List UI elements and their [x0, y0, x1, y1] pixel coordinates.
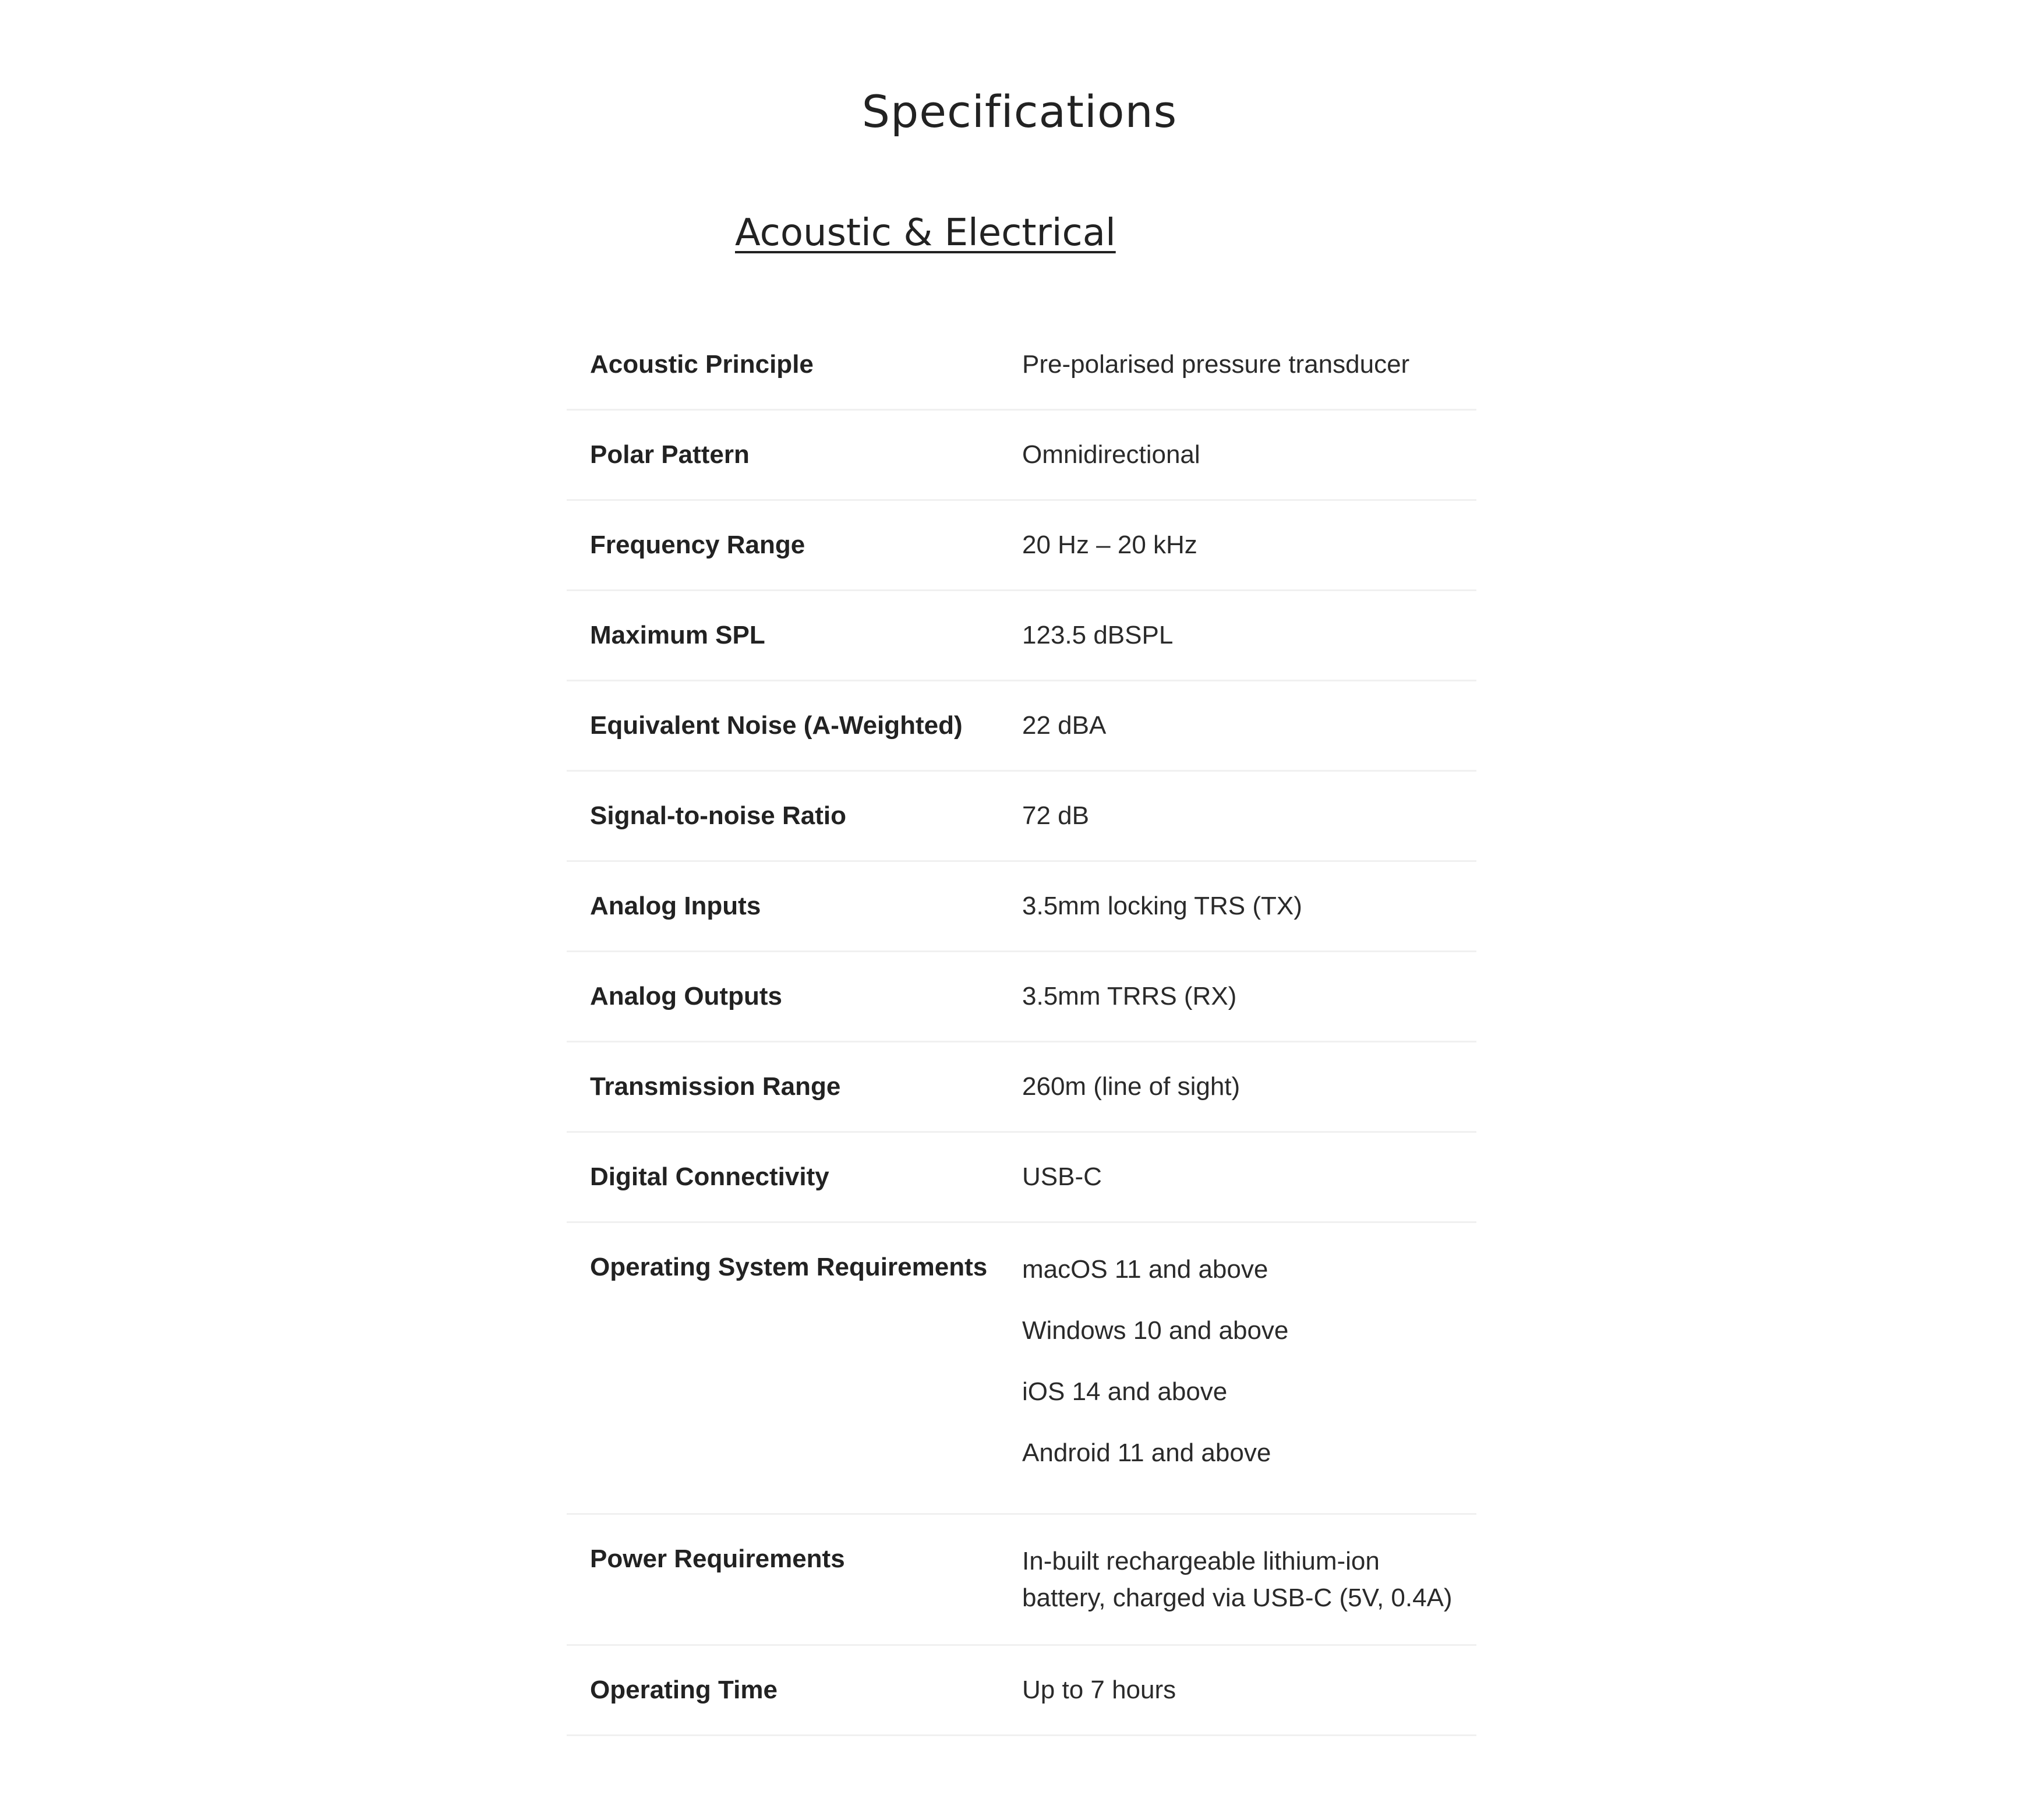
spec-row-equivalent-noise [567, 681, 1476, 772]
spec-value-line: macOS 11 and above [1022, 1255, 1268, 1284]
spec-row-operating-time [567, 1646, 1476, 1736]
spec-value: 3.5mm locking TRS (TX) [1022, 892, 1302, 920]
spec-value-list [1022, 1251, 1476, 1471]
spec-table [567, 320, 1476, 1736]
spec-value-line: Windows 10 and above [1022, 1316, 1289, 1345]
spec-value: 260m (line of sight) [1022, 1072, 1241, 1101]
spec-row-signal-to-noise [567, 772, 1476, 862]
spec-label: Maximum SPL [590, 621, 765, 649]
spec-label: Analog Outputs [590, 982, 782, 1010]
spec-label: Signal-to-noise Ratio [590, 801, 846, 830]
page-title: Specifications [861, 86, 1178, 137]
spec-row-transmission-range [567, 1042, 1476, 1133]
spec-row-os-requirements [567, 1223, 1476, 1515]
spec-row-polar-pattern [567, 411, 1476, 501]
spec-label: Power Requirements [590, 1545, 845, 1573]
spec-value: 3.5mm TRRS (RX) [1022, 982, 1237, 1010]
spec-label: Operating Time [590, 1676, 778, 1704]
spec-value: 123.5 dBSPL [1022, 621, 1174, 649]
spec-label: Acoustic Principle [590, 350, 814, 379]
spec-label: Equivalent Noise (A-Weighted) [590, 711, 963, 740]
spec-label: Analog Inputs [590, 892, 761, 920]
spec-label: Polar Pattern [590, 440, 750, 469]
spec-value: Up to 7 hours [1022, 1676, 1176, 1704]
spec-value: Pre-polarised pressure transducer [1022, 350, 1410, 379]
spec-row-maximum-spl [567, 591, 1476, 681]
spec-value: 72 dB [1022, 801, 1089, 830]
spec-row-analog-outputs [567, 952, 1476, 1042]
spec-label: Frequency Range [590, 531, 805, 559]
section-title-acoustic-electrical[interactable]: Acoustic & Electrical [735, 211, 1116, 255]
spec-value-line: Android 11 and above [1022, 1439, 1271, 1467]
spec-label: Transmission Range [590, 1072, 841, 1101]
spec-value: 22 dBA [1022, 711, 1107, 740]
spec-row-power-requirements [567, 1515, 1476, 1646]
spec-value: 20 Hz – 20 kHz [1022, 531, 1197, 559]
spec-row-digital-connectivity [567, 1133, 1476, 1223]
spec-label: Digital Connectivity [590, 1162, 829, 1191]
spec-value: USB-C [1022, 1162, 1102, 1191]
spec-row-analog-inputs [567, 862, 1476, 952]
spec-value: Omnidirectional [1022, 440, 1200, 469]
spec-row-acoustic-principle [567, 320, 1476, 411]
spec-row-frequency-range [567, 501, 1476, 591]
spec-label: Operating System Requirements [590, 1253, 988, 1281]
spec-value-line: iOS 14 and above [1022, 1377, 1228, 1406]
spec-value: In-built rechargeable lithium-ion battery, charged via USB-C (5V, 0.4A) [1022, 1547, 1453, 1612]
